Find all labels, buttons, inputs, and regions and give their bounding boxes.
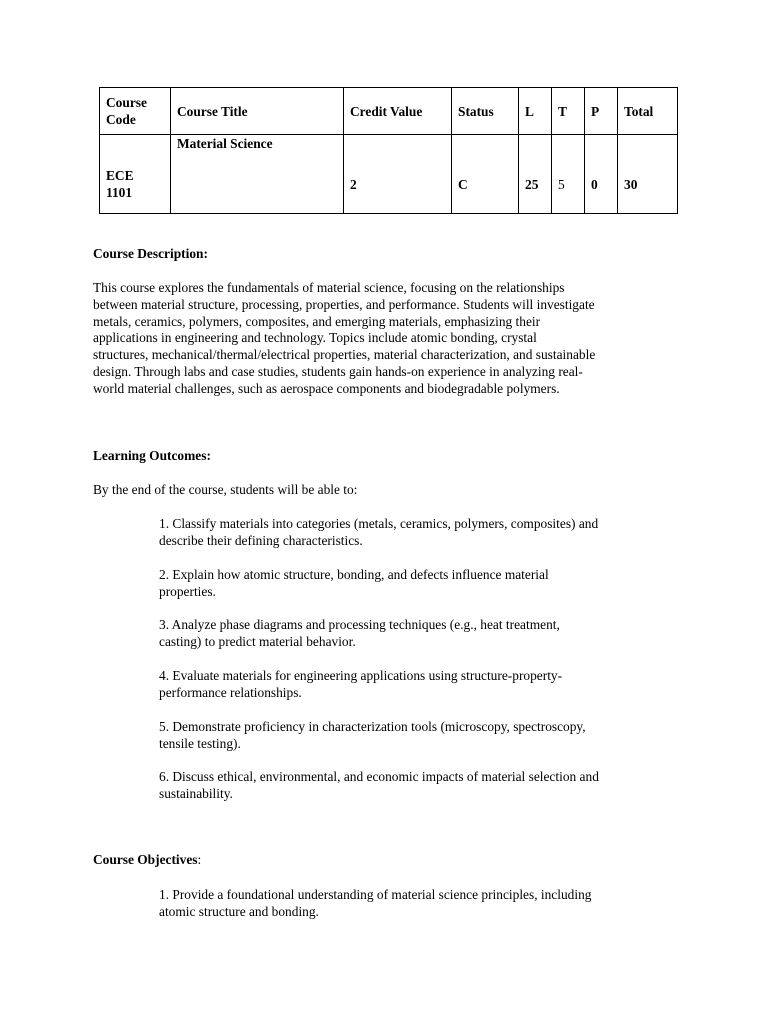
learning-outcomes-intro: By the end of the course, students will be able to: (93, 482, 358, 497)
header-l: L (519, 88, 552, 135)
list-item: 6. Discuss ethical, environmental, and economic impacts of material selection and sustainability. (159, 769, 599, 801)
cell-l: 25 (519, 135, 552, 214)
table-row (100, 135, 678, 214)
cell-total: 30 (618, 135, 678, 214)
course-objectives-heading: Course Objectives: (93, 852, 202, 867)
course-description-heading: Course Description: (93, 246, 208, 261)
header-total: Total (618, 88, 678, 135)
header-t: T (552, 88, 585, 135)
list-item: 3. Analyze phase diagrams and processing techniques (e.g., heat treatment, casting) to predict material behavior. (159, 617, 560, 649)
header-p: P (585, 88, 618, 135)
header-status: Status (452, 88, 519, 135)
list-item: 4. Evaluate materials for engineering applications using structure-property- performance relationships. (159, 668, 563, 700)
cell-t: 5 (552, 135, 585, 214)
list-item: 1. Classify materials into categories (metals, ceramics, polymers, composites) and describe their defining characteristics. (159, 516, 599, 548)
table-header-row (100, 88, 678, 135)
learning-outcomes-heading: Learning Outcomes: (93, 448, 211, 463)
course-description-paragraph: This course explores the fundamentals of material science, focusing on the relationships between material structure, processing, properties, and performance. Students will investigate metals, ceramics, polymers, composites, and emerging materials, emphasizing their applications in engineering and technology. Topics include atomic bonding, crystal structures, mechanical/thermal/electrical properties, material characterization, and sustainable design. Through labs and case studies, students gain hands-on experience in analyzing real- world material challenges, such as aerospace components and biodegradable polymers. (93, 280, 596, 396)
list-item: 1. Provide a foundational understanding of material science principles, including atomic structure and bonding. (159, 887, 592, 919)
header-course-title: Course Title (171, 88, 344, 135)
list-item: 2. Explain how atomic structure, bonding, and defects influence material properties. (159, 567, 549, 599)
course-info-table (99, 87, 678, 214)
list-item: 5. Demonstrate proficiency in characterization tools (microscopy, spectroscopy, tensile testing). (159, 719, 586, 751)
cell-credit-value: 2 (344, 135, 452, 214)
header-credit-value: Credit Value (344, 88, 452, 135)
header-course-code: Course Code (100, 88, 171, 135)
cell-course-title: Material Science (171, 135, 344, 214)
cell-course-code: ECE 1101 (100, 135, 171, 214)
cell-status: C (452, 135, 519, 214)
cell-p: 0 (585, 135, 618, 214)
